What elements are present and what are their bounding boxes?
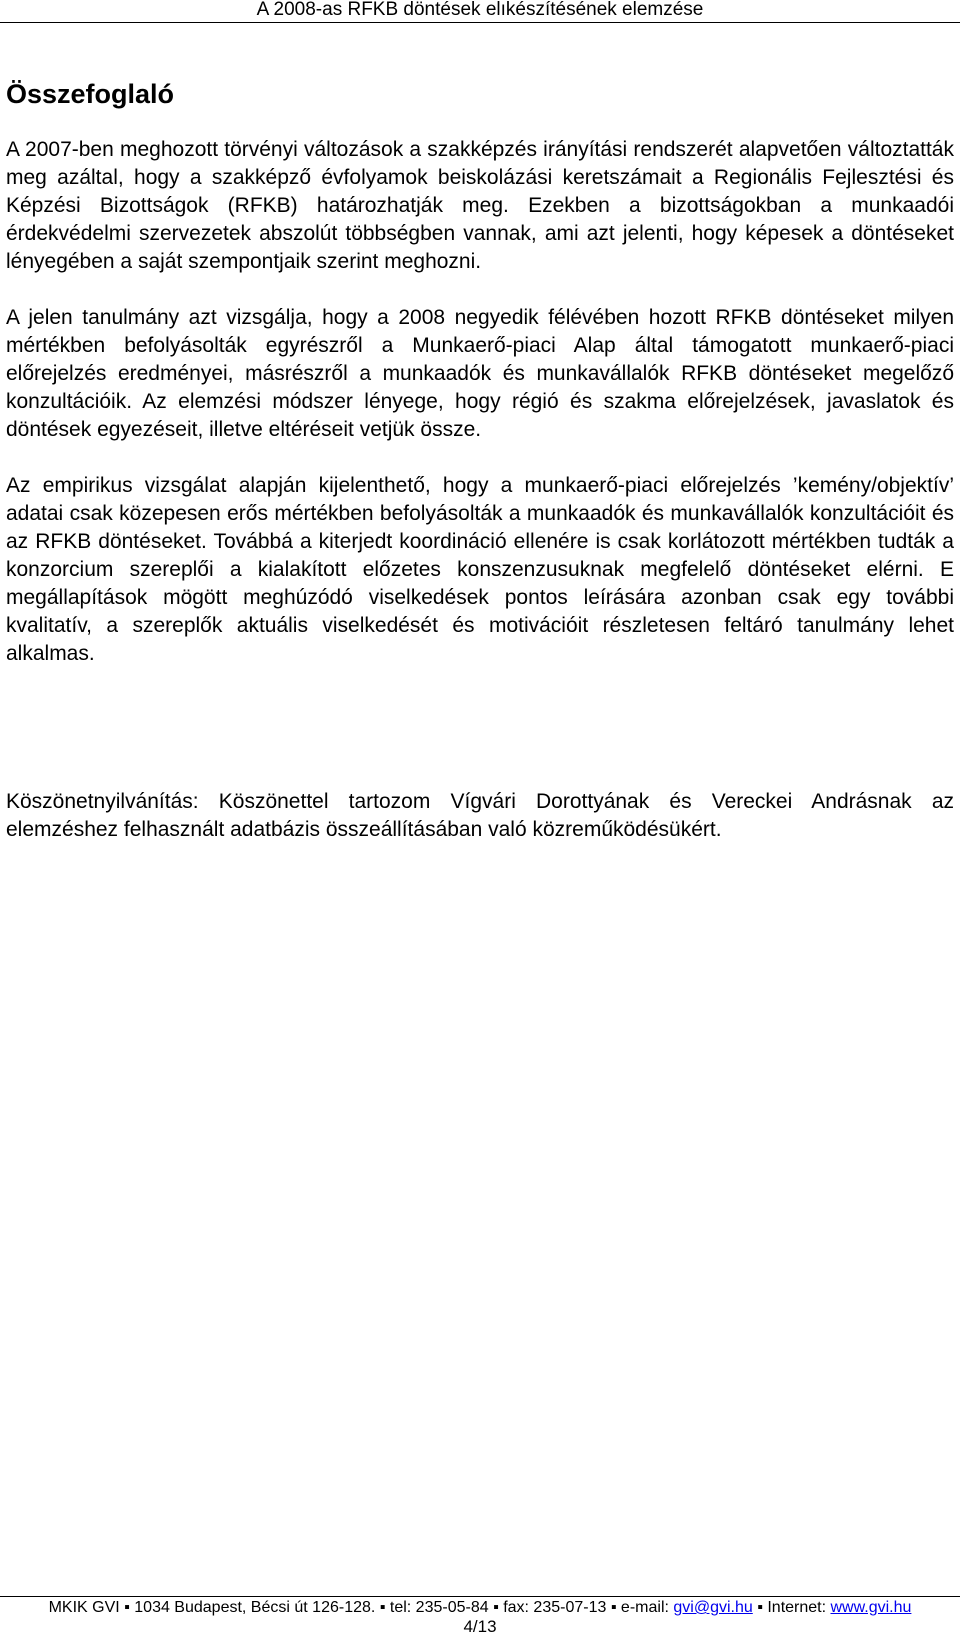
- running-title: A 2008-as RFKB döntések elıkészítésének elemzése: [256, 0, 704, 20]
- acknowledgement-paragraph: Köszönetnyilvánítás: Köszönettel tartozom Vígvári Dorottyának és Vereckei Andrásnak az elemzéshez felhasznált adatbázis összeállításában való közreműködésükért.: [6, 790, 954, 841]
- page-number: 4/13: [463, 1617, 497, 1636]
- section-heading: Összefoglaló: [6, 79, 175, 109]
- page-footer: [0, 1596, 960, 1635]
- document-body: [6, 78, 954, 872]
- summary-paragraph-2: A jelen tanulmány azt vizsgálja, hogy a 2008 negyedik félévében hozott RFKB döntéseket milyen mértékben befolyásolták egyrészről a Munkaerő-piaci Alap által támogatott munkaerő-piaci előrejelzés eredményei, másrészről a munkaadók és munkavállalók RFKB döntéseket megelőző konzultációik. Az elemzési módszer lényege, hogy régió és szakma előrejelzések, javaslatok és döntések egyezéseit, illetve eltéréseit vetjük össze.: [6, 306, 954, 441]
- email-link[interactable]: gvi@gvi.hu: [673, 1599, 753, 1616]
- summary-paragraph-1: A 2007-ben meghozott törvényi változások a szakképzés irányítási rendszerét alapvetően változtatták meg azáltal, hogy a szakképző évfolyamok beiskolázási keretszámait a Regionális Fejlesztési és Képzési Bizottságok (RFKB) határozhatják meg. Ezekben a bizottságokban a munkaadói érdekvédelmi szervezetek abszolút többségben vannak, ami azt jelenti, hogy képesek a döntéseket lényegében a saját szempontjaik szerint meghozni.: [6, 138, 954, 273]
- running-header: [0, 0, 960, 23]
- footer-internet-label: ▪ Internet:: [752, 1599, 831, 1616]
- footer-address: MKIK GVI ▪ 1034 Budapest, Bécsi út 126-128. ▪ tel: 235-05-84 ▪ fax: 235-07-13 ▪ e-mail:: [48, 1599, 674, 1616]
- website-link[interactable]: www.gvi.hu: [830, 1599, 912, 1616]
- summary-paragraph-3: Az empirikus vizsgálat alapján kijelenthető, hogy a munkaerő-piaci előrejelzés ’kemény/objektív’ adatai csak közepesen erős mértékben befolyásolták a munkaadók és munkavállalók konzultációit és az RFKB döntéseket. Továbbá a kiterjedt koordináció ellenére is csak korlátozott mértékben tudták a konzorcium szereplői a kialakított előzetes konszenzusuknak megfelelő döntéseket elérni. E megállapítások mögött meghúzódó viselkedések pontos leírására azonban csak egy további kvalitatív, a szereplők aktuális viselkedését és motivációit részletesen feltáró tanulmány lehet alkalmas.: [6, 474, 954, 665]
